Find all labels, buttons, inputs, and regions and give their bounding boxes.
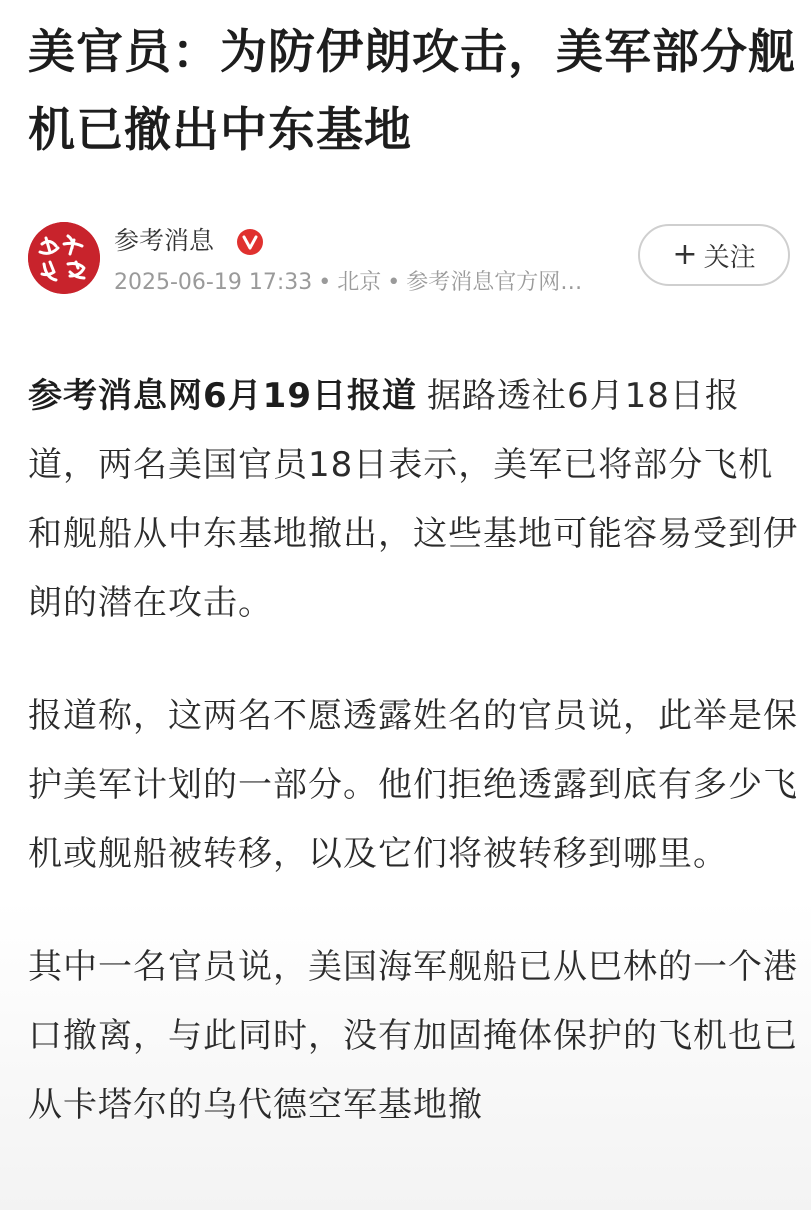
article-meta <box>114 268 614 298</box>
article-paragraph <box>28 362 798 638</box>
article-paragraph <box>28 682 798 889</box>
follow-label: 关注 <box>703 242 756 273</box>
paragraph-text: 报道称，这两名不愿透露姓名的官员说，此举是保护美军计划的一部分。他们拒绝透露到底有多少飞机或舰船被转移，以及它们将被转移到哪里。 <box>28 696 798 874</box>
article-paragraph <box>28 933 798 1140</box>
article-body <box>28 362 798 1184</box>
article-title: 美官员：为防伊朗攻击，美军部分舰机已撤出中东基地 <box>28 25 796 158</box>
author-name[interactable]: 参考消息 <box>114 226 215 255</box>
paragraph-text: 其中一名官员说，美国海军舰船已从巴林的一个港口撤离，与此同时，没有加固掩体保护的飞机也已从卡塔尔的乌代德空军基地撤 <box>28 947 798 1125</box>
avatar-calligraphy-logo <box>28 222 100 294</box>
publish-location: 北京 <box>337 270 382 295</box>
follow-button[interactable] <box>638 224 790 286</box>
plus-icon: + <box>672 237 698 272</box>
paragraph-text: 据路透社6月18日报道，两名美国官员18日表示，美军已将部分飞机和舰船从中东基地撤出，这些基地可能容易受到伊朗的潜在攻击。 <box>28 376 798 623</box>
author-row <box>28 222 798 302</box>
paragraph-lead: 参考消息网6月19日报道 <box>28 376 417 416</box>
verified-badge-icon <box>236 228 264 256</box>
author-avatar[interactable] <box>28 222 100 294</box>
publish-date: 2025-06-19 17:33 <box>114 270 313 295</box>
meta-separator: • <box>387 270 401 295</box>
publish-source: 参考消息官方网… <box>406 270 583 295</box>
meta-separator: • <box>318 270 332 295</box>
